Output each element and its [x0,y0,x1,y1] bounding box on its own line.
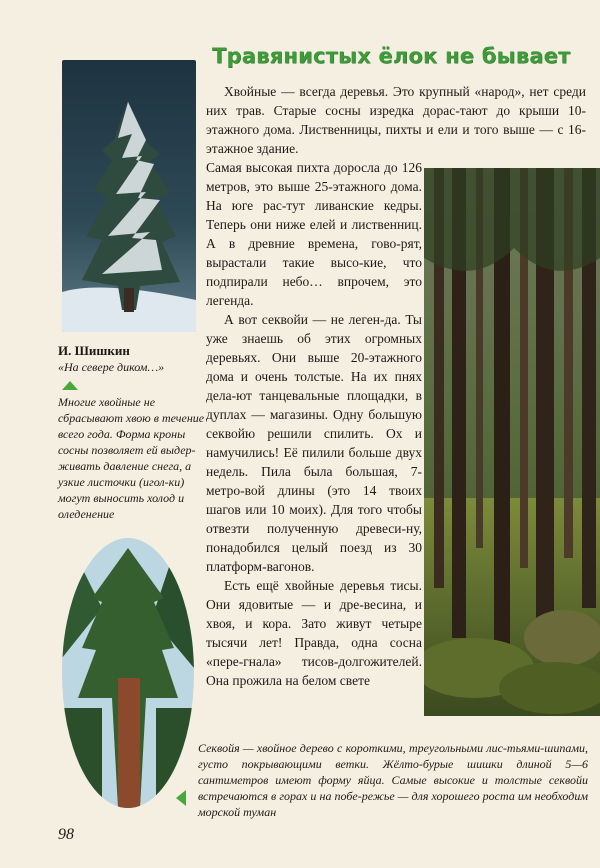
sequoia-tree-picture [62,538,194,808]
paragraph-1-continued: Самая высокая пихта доросла до 126 метров, это выше 25-этажного дома. На юге рас-тут ливанские кедры. Теперь они ниже елей и лиственниц. А в древние времена, гово-рят, вырастали такие высо-кие, что подпирали небо… впрочем, это легенда. [206,160,422,308]
painting-author: И. Шишкин [58,343,130,358]
body-text-column [206,158,422,690]
body-text-intro [206,82,586,158]
paragraph-3: Есть ещё хвойные деревья тисы. Они ядовитые — и дре-весина, и хвоя, и кора. Зато живут четыре тысячи лет! Правда, одна сосна «пере-гнала» тисов-долгожителей. Она прожила на белом свете [206,578,422,688]
triangle-up-icon [62,381,78,390]
snowy-pine-image [62,60,196,332]
painting-snowy-pine [62,60,196,332]
forest-image [424,168,600,716]
paragraph-intro: Хвойные — всегда деревья. Это крупный «народ», нет среди них трав. Старые сосны изредка дорас-тают до крыши 10-этажного дома. Лиственницы, пихты и ели и того выше — с 16-этажное здание. [206,84,586,156]
sequoia-caption: Секвойя — хвойное дерево с короткими, треугольными лис-тьями-шипами, густо покрывающими ветки. Жёлто-бурые шишки длиной 5—6 сантиметров имеют форму яйца. Самые высокие и толстые секвойи встречаются в горах и на побе-режье — для хорошего роста им необходим морской туман [198,741,588,819]
painting-title: «На севере диком…» [58,360,165,374]
paragraph-2: А вот секвойи — не леген-да. Ты уже знаешь об этих огромных деревьях. Они выше 20-этажного дома и очень толстые. На их пнях дела-ют танцевальные площадки, в дуплах — магазины. Одну большую секвойю решили спилить. Ох и намучились! Её пилили больше двух недель. Пила была большая, 7-метро-вой длины (это 14 твоих шагов или 10 моих). Для того чтобы отвезти полученную древеси-ну, понадобился целый поезд из 30 платформ-вагонов. [206,312,422,574]
triangle-left-icon [176,790,186,806]
page-number: 98 [58,826,74,843]
page-title: Травянистых ёлок не бывает [212,44,571,68]
painting-forest [424,168,600,716]
sequoia-image [62,538,194,808]
side-note: Многие хвойные не сбрасывают хвою в течение всего года. Форма кроны сосны позволяет ей выдер-живать давление снега, а узкие листочки (игол-ки) могут выносить холод и оледенение [58,395,205,521]
